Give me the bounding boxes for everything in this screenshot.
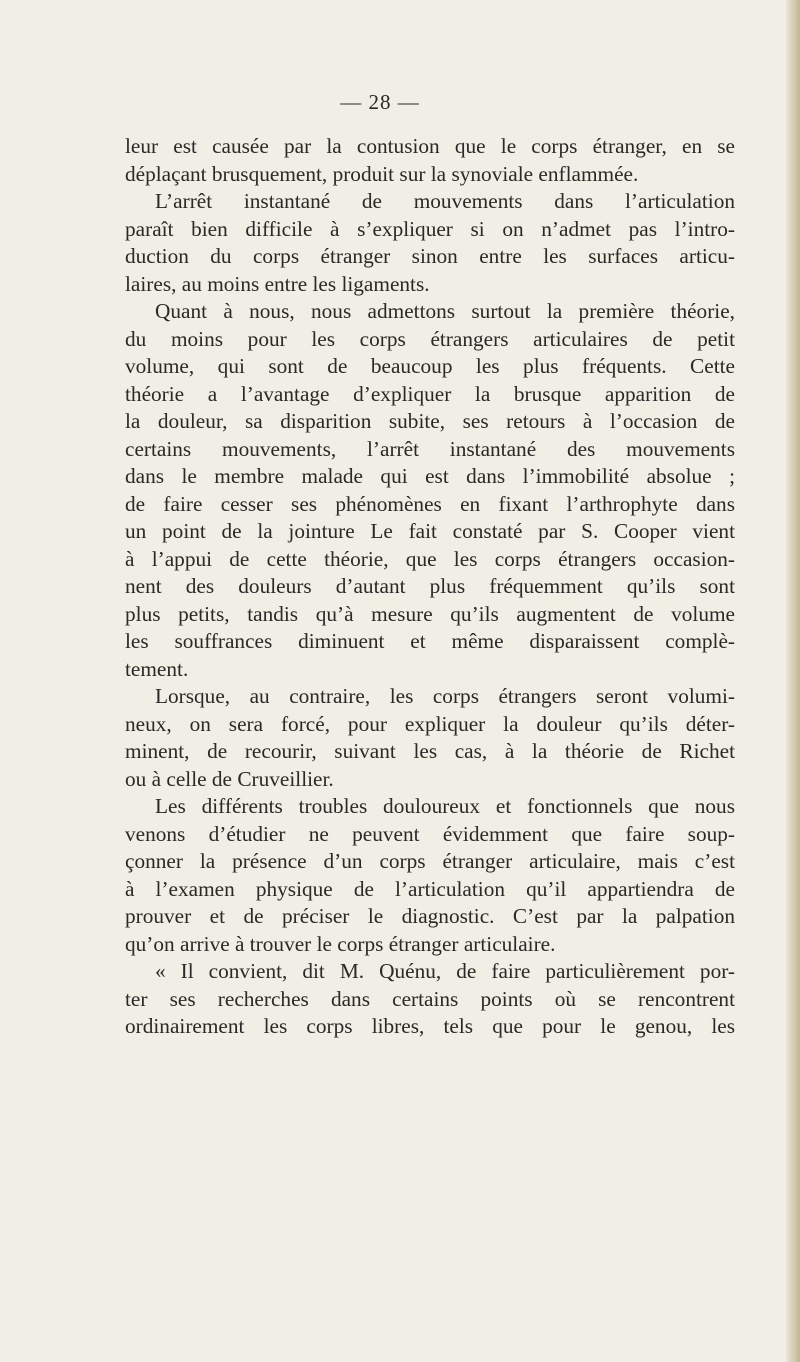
text-line: ou à celle de Cruveillier. [125, 766, 334, 791]
text-line: leur est causée par la contusion que le corps étranger, en se [125, 134, 735, 158]
text-line: de faire cesser ses phénomènes en fixant l’arthrophyte dans [125, 491, 735, 516]
page-edge [786, 0, 800, 1362]
text-line: ter ses recherches dans certains points où se rencontrent [125, 986, 735, 1011]
text-line: Les différents troubles douloureux et fonctionnels que nous [155, 794, 735, 818]
text-line: un point de la jointure Le fait constaté par S. Cooper vient [125, 519, 735, 543]
text-line: laires, au moins entre les ligaments. [125, 271, 430, 296]
text-line: la douleur, sa disparition subite, ses retours à l’occasion de [125, 409, 735, 433]
text-line: Lorsque, au contraire, les corps étrangers seront volumi- [155, 684, 735, 708]
text-line: certains mouvements, l’arrêt instantané des mouvements [125, 436, 735, 461]
text-line: Quant à nous, nous admettons surtout la première théorie, [155, 299, 735, 323]
text-line: à l’examen physique de l’articulation qu’il appartiendra de [125, 876, 735, 901]
body-text [125, 133, 735, 1041]
text-line: à l’appui de cette théorie, que les corps étrangers occasion- [125, 546, 735, 571]
text-line: neux, on sera forcé, pour expliquer la douleur qu’ils déter- [125, 711, 735, 736]
text-line: nent des douleurs d’autant plus fréquemment qu’ils sont [125, 574, 735, 598]
text-line: ordinairement les corps libres, tels que pour le genou, les [125, 1014, 735, 1038]
page-number: — 28 — [340, 90, 420, 114]
text-line: duction du corps étranger sinon entre les surfaces articu- [125, 244, 735, 268]
text-line: tement. [125, 656, 189, 681]
text-line: du moins pour les corps étrangers articulaires de petit [125, 326, 735, 351]
text-line: volume, qui sont de beaucoup les plus fréquents. Cette [125, 354, 735, 378]
text-line: « Il convient, dit M. Quénu, de faire particulièrement por- [155, 959, 735, 983]
text-line: qu’on arrive à trouver le corps étranger articulaire. [125, 931, 556, 956]
text-line: dans le membre malade qui est dans l’immobilité absolue ; [125, 464, 735, 488]
text-line: prouver et de préciser le diagnostic. C’est par la palpation [125, 904, 735, 928]
text-line: déplaçant brusquement, produit sur la synoviale enflammée. [125, 161, 639, 186]
text-line: minent, de recourir, suivant les cas, à la théorie de Richet [125, 739, 735, 763]
text-line: les souffrances diminuent et même disparaissent complè- [125, 629, 735, 653]
text-line: théorie a l’avantage d’expliquer la brusque apparition de [125, 381, 735, 406]
text-line: venons d’étudier ne peuvent évidemment que faire soup- [125, 821, 735, 846]
text-line: plus petits, tandis qu’à mesure qu’ils augmentent de volume [125, 601, 735, 626]
text-line: çonner la présence d’un corps étranger articulaire, mais c’est [125, 849, 735, 873]
text-line: paraît bien difficile à s’expliquer si on n’admet pas l’intro- [125, 216, 735, 241]
text-line: L’arrêt instantané de mouvements dans l’articulation [155, 189, 735, 213]
